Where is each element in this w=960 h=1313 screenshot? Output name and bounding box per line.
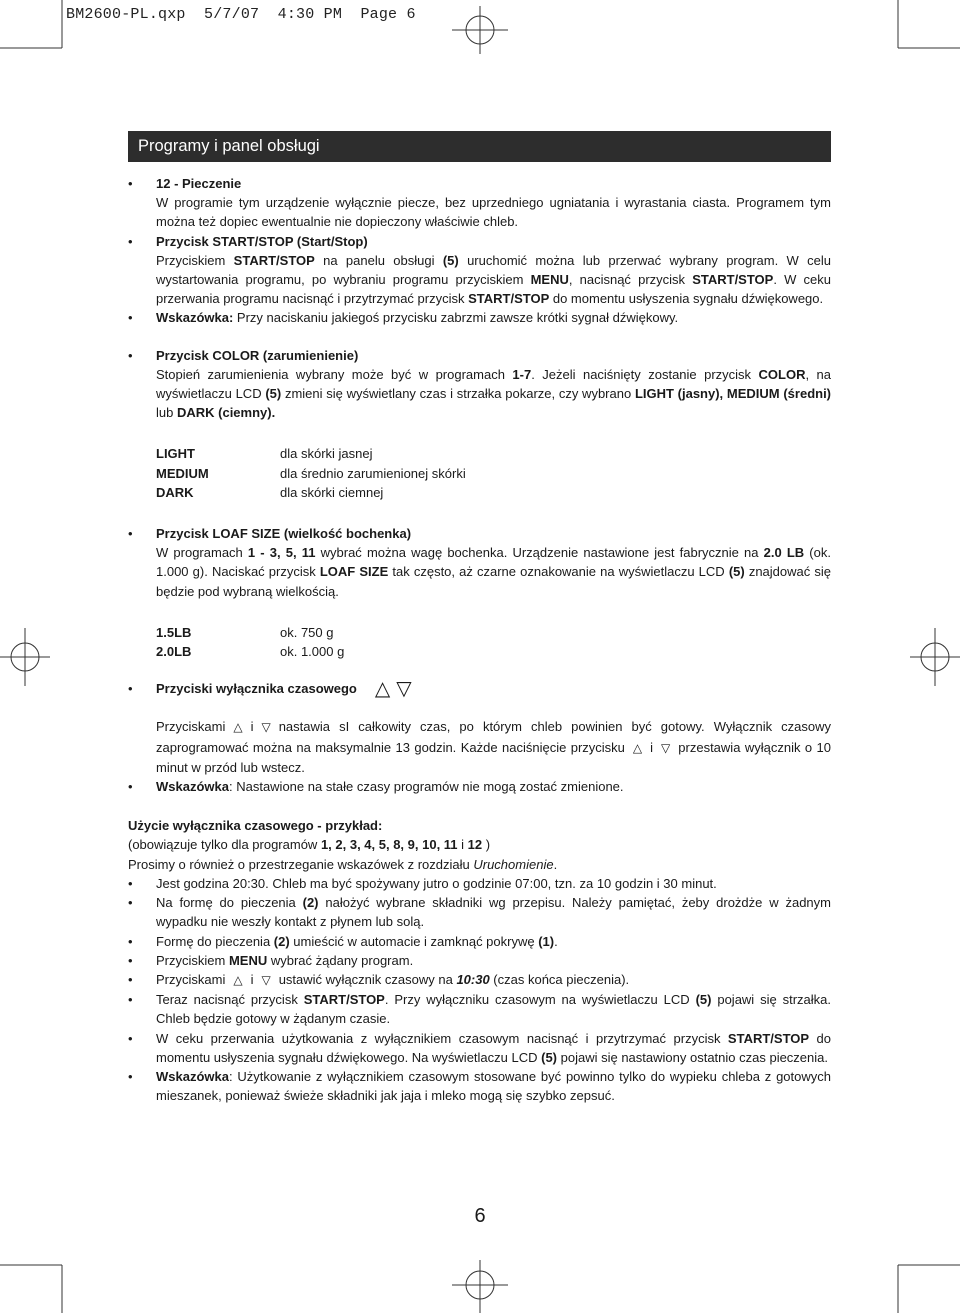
text-run: (ok. 1.000 g). Naciskać przycisk [156,545,831,580]
text-run: wybrać można wagę bochenka. Urządzenie nastawione jest fabrycznie na [315,545,764,561]
text-run: i [650,739,654,755]
triangle-down-icon: ▽ [661,740,671,755]
triangle-up-icon: △ [233,972,243,987]
color-level-row [128,464,831,483]
color-item [128,346,831,423]
text-run: Przyciskiem [156,952,229,968]
text-run: Uruchomienie [473,856,554,872]
text-run: Przyciskami [156,719,226,735]
example-step [128,874,831,893]
text-run: START/STOP [727,1030,810,1046]
example-note [128,835,831,854]
text-run: nastawia sI całkowity czas, po którym chleb powinien być gotowy. Wyłącznik czasowy zaprogramować można na maksymalnie 13 godzin. Każde naciśnięcie przycisku [156,719,831,755]
program-12-heading: 12 - Pieczenie [156,176,242,191]
text-run: (5) [728,564,745,580]
text-run: (2) [302,895,319,911]
text-run: pojawi się strzałka. Chleb będzie gotowy w żądanym czasie. [156,992,831,1027]
example-intro [128,855,831,874]
text-run: znajdować się będzie pod wybraną wielkością. [156,564,831,599]
text-run: Stopień zarumienienia wybrany może być w programach [156,366,513,382]
text-run: W ceku przerwania użytkowania z wyłącznikiem czasowym nacisnąć i przytrzymać przycisk [156,1030,728,1046]
program-12-item [128,174,831,232]
text-run: (5) [541,1049,558,1065]
example-step [128,893,831,931]
loaf-size-heading: Przycisk LOAF SIZE (wielkość bochenka) [156,526,412,542]
text-run: i [250,971,254,987]
color-level-key: LIGHT [156,446,195,462]
color-level-key: DARK [156,484,194,500]
example-step [128,932,831,951]
loaf-size-row [128,623,831,642]
triangle-down-icon: ▽ [396,678,418,701]
color-level-value: dla skórki jasnej [280,446,373,462]
text-run: umieścić w automacie i zamknąć pokrywę [289,933,539,949]
text-run: Jest godzina 20:30. Chleb ma być spożywany jutro o godzinie 07:00, tzn. za 10 godzin i 30 minut. [156,875,717,891]
triangle-up-icon: △ [632,740,643,755]
hint-text: Przy naciskaniu jakiegoś przycisku zabrzmi zawsze krótki sygnał dźwiękowy. [233,310,679,326]
text-run: Użycie wyłącznika czasowego - przykład: [128,818,383,834]
hint-item [128,308,831,327]
example-step [128,970,831,990]
text-run: ) [482,837,491,853]
page-number: 6 [474,1205,486,1227]
text-run: do momentu usłyszenia sygnału dźwiękowego. [549,291,824,307]
text-run: MENU [228,952,268,968]
registration-mark-left [0,628,50,686]
text-run: Formę do pieczenia [156,933,274,949]
start-stop-heading: Przycisk START/STOP (Start/Stop) [156,233,368,249]
program-12-text: W programie tym urządzenie wyłącznie piecze, bez uprzedniego ugniatania i wyrastania ciasta. Programem tym można też dopiec ewentualnie nie dopieczony właściwie chleb. [156,195,831,230]
text-run: Przyciskiem [156,252,234,268]
text-run: Teraz nacisnąć przycisk [156,992,304,1008]
hint-item [128,777,831,796]
text-run: : Użytkowanie z wyłącznikiem czasowym stosowane być powinno tylko do wypieku chleba z gotowych mieszanek, ponieważ świeże składniki jak jaja i mleko mogą się szybko zepsuć. [156,1068,831,1104]
color-heading: Przycisk COLOR (zarumienienie) [156,347,359,363]
text-run: zmieni się wyświetlany czas i strzałka pokarze, czy wybrano [281,386,635,402]
text-run: START/STOP [692,272,774,288]
text-run: ustawić wyłącznik czasowy na [278,971,457,987]
text-run: DARK (ciemny). [176,405,276,421]
text-run: (obowiązuje tylko dla programów [128,837,321,853]
loaf-size-key: 2.0LB [156,644,192,660]
text-run: START/STOP [303,992,385,1008]
text-run: (1) [538,933,555,949]
text-run: Wskazówka [156,1068,229,1084]
text-run: do momentu usłyszenia sygnału dźwiękowego. Na wyświetlaczu LCD [156,1030,831,1065]
text-run: (2) [273,933,290,949]
triangle-down-icon: ▽ [261,720,271,735]
example-step [128,1029,831,1067]
color-level-row [128,483,831,502]
text-run: (5) [695,992,712,1008]
text-run: . Przy wyłączniku czasowym na wyświetlaczu LCD [384,992,696,1008]
start-stop-item [128,232,831,309]
loaf-size-item [128,524,831,601]
hint-text: : Nastawione na stałe czasy programów nie mogą zostać zmienione. [228,779,624,795]
text-run: 1, 2, 3, 4, 5, 8, 9, 10, 11 [320,837,458,853]
text-run: na panelu obsługi [314,252,443,268]
text-run: (5) [442,252,459,268]
triangle-up-icon: △ [374,678,397,701]
text-run: tak często, aż czarne oznakowanie na wyświetlaczu LCD [388,564,729,580]
text-run: 1-7 [512,366,532,382]
text-run: 1 - 3, 5, 11 [247,545,316,561]
text-run: . [554,933,558,949]
text-run: . [553,856,558,872]
text-run: nałożyć wybrane składniki wg przepisu. Należy pamiętać, żeby drożdże w żadnym wypadku nie weszły kontakt z płynem lub solą. [156,895,831,930]
hint-label: Wskazówka: [156,310,234,326]
registration-mark-top [452,6,508,54]
example-step [128,1067,831,1105]
text-run: , nacisnąć przycisk [568,272,693,288]
loaf-size-row [128,642,831,661]
text-run: LOAF SIZE [319,564,389,580]
text-run: W programach [156,545,248,561]
example-heading [128,816,831,835]
text-run: 12 [467,837,483,853]
page-content [128,174,831,1105]
text-run: , na wyświetlaczu LCD [156,366,831,402]
timer-description [128,717,831,777]
triangle-up-icon: △ [233,720,243,735]
print-slug: BM2600-PL.qxp 5/7/07 4:30 PM Page 6 [66,6,416,23]
registration-mark-bottom [452,1260,508,1313]
color-level-row [128,444,831,463]
text-run: wybrać żądany program. [267,952,414,968]
color-level-value: dla średnio zarumienionej skórki [280,465,466,481]
section-title: Programy i panel obsługi [128,131,831,162]
hint-label: Wskazówka [156,779,229,795]
color-level-key: MEDIUM [156,465,209,481]
registration-mark-right [910,628,960,686]
text-run: przestawia wyłącznik o 10 minut w przód lub wstecz. [156,739,831,775]
text-run: LIGHT (jasny), MEDIUM (średni) [634,386,832,402]
text-run: pojawi się nastawiony ostatnio czas pieczenia. [557,1049,828,1065]
loaf-size-value: ok. 750 g [280,624,334,640]
text-run: . W ceku przerwania programu nacisnąć i przytrzymać przycisk [156,272,831,307]
timer-heading: Przyciski wyłącznika czasowego [156,681,357,697]
text-run: START/STOP [468,291,550,307]
text-run: 10:30 [456,971,490,987]
text-run: 2.0 LB [763,545,805,561]
text-run: COLOR [758,366,806,382]
text-run: (5) [265,386,282,402]
text-run: . Jeżeli naciśnięty zostanie przycisk [531,366,759,382]
timer-buttons-item [128,679,831,699]
text-run: Na formę do pieczenia [156,895,303,911]
text-run: lub [156,405,177,421]
text-run: (czas końca pieczenia). [489,971,630,987]
text-run: MENU [530,272,569,288]
color-level-value: dla skórki ciemnej [280,484,384,500]
text-run: Przyciskami [156,971,226,987]
triangle-down-icon: ▽ [261,972,271,987]
text-run: uruchomić można lub przerwać wybrany program. W celu wystartowania programu, po wybraniu programu przyciskiem [156,252,831,288]
text-run: Prosimy o również o przestrzeganie wskazówek z rozdziału [128,856,474,872]
text-run: i [457,837,468,853]
text-run: i [250,719,254,735]
text-run: START/STOP [233,252,315,268]
loaf-size-value: ok. 1.000 g [280,644,345,660]
loaf-size-key: 1.5LB [156,624,192,640]
example-step [128,990,831,1028]
example-step [128,951,831,970]
